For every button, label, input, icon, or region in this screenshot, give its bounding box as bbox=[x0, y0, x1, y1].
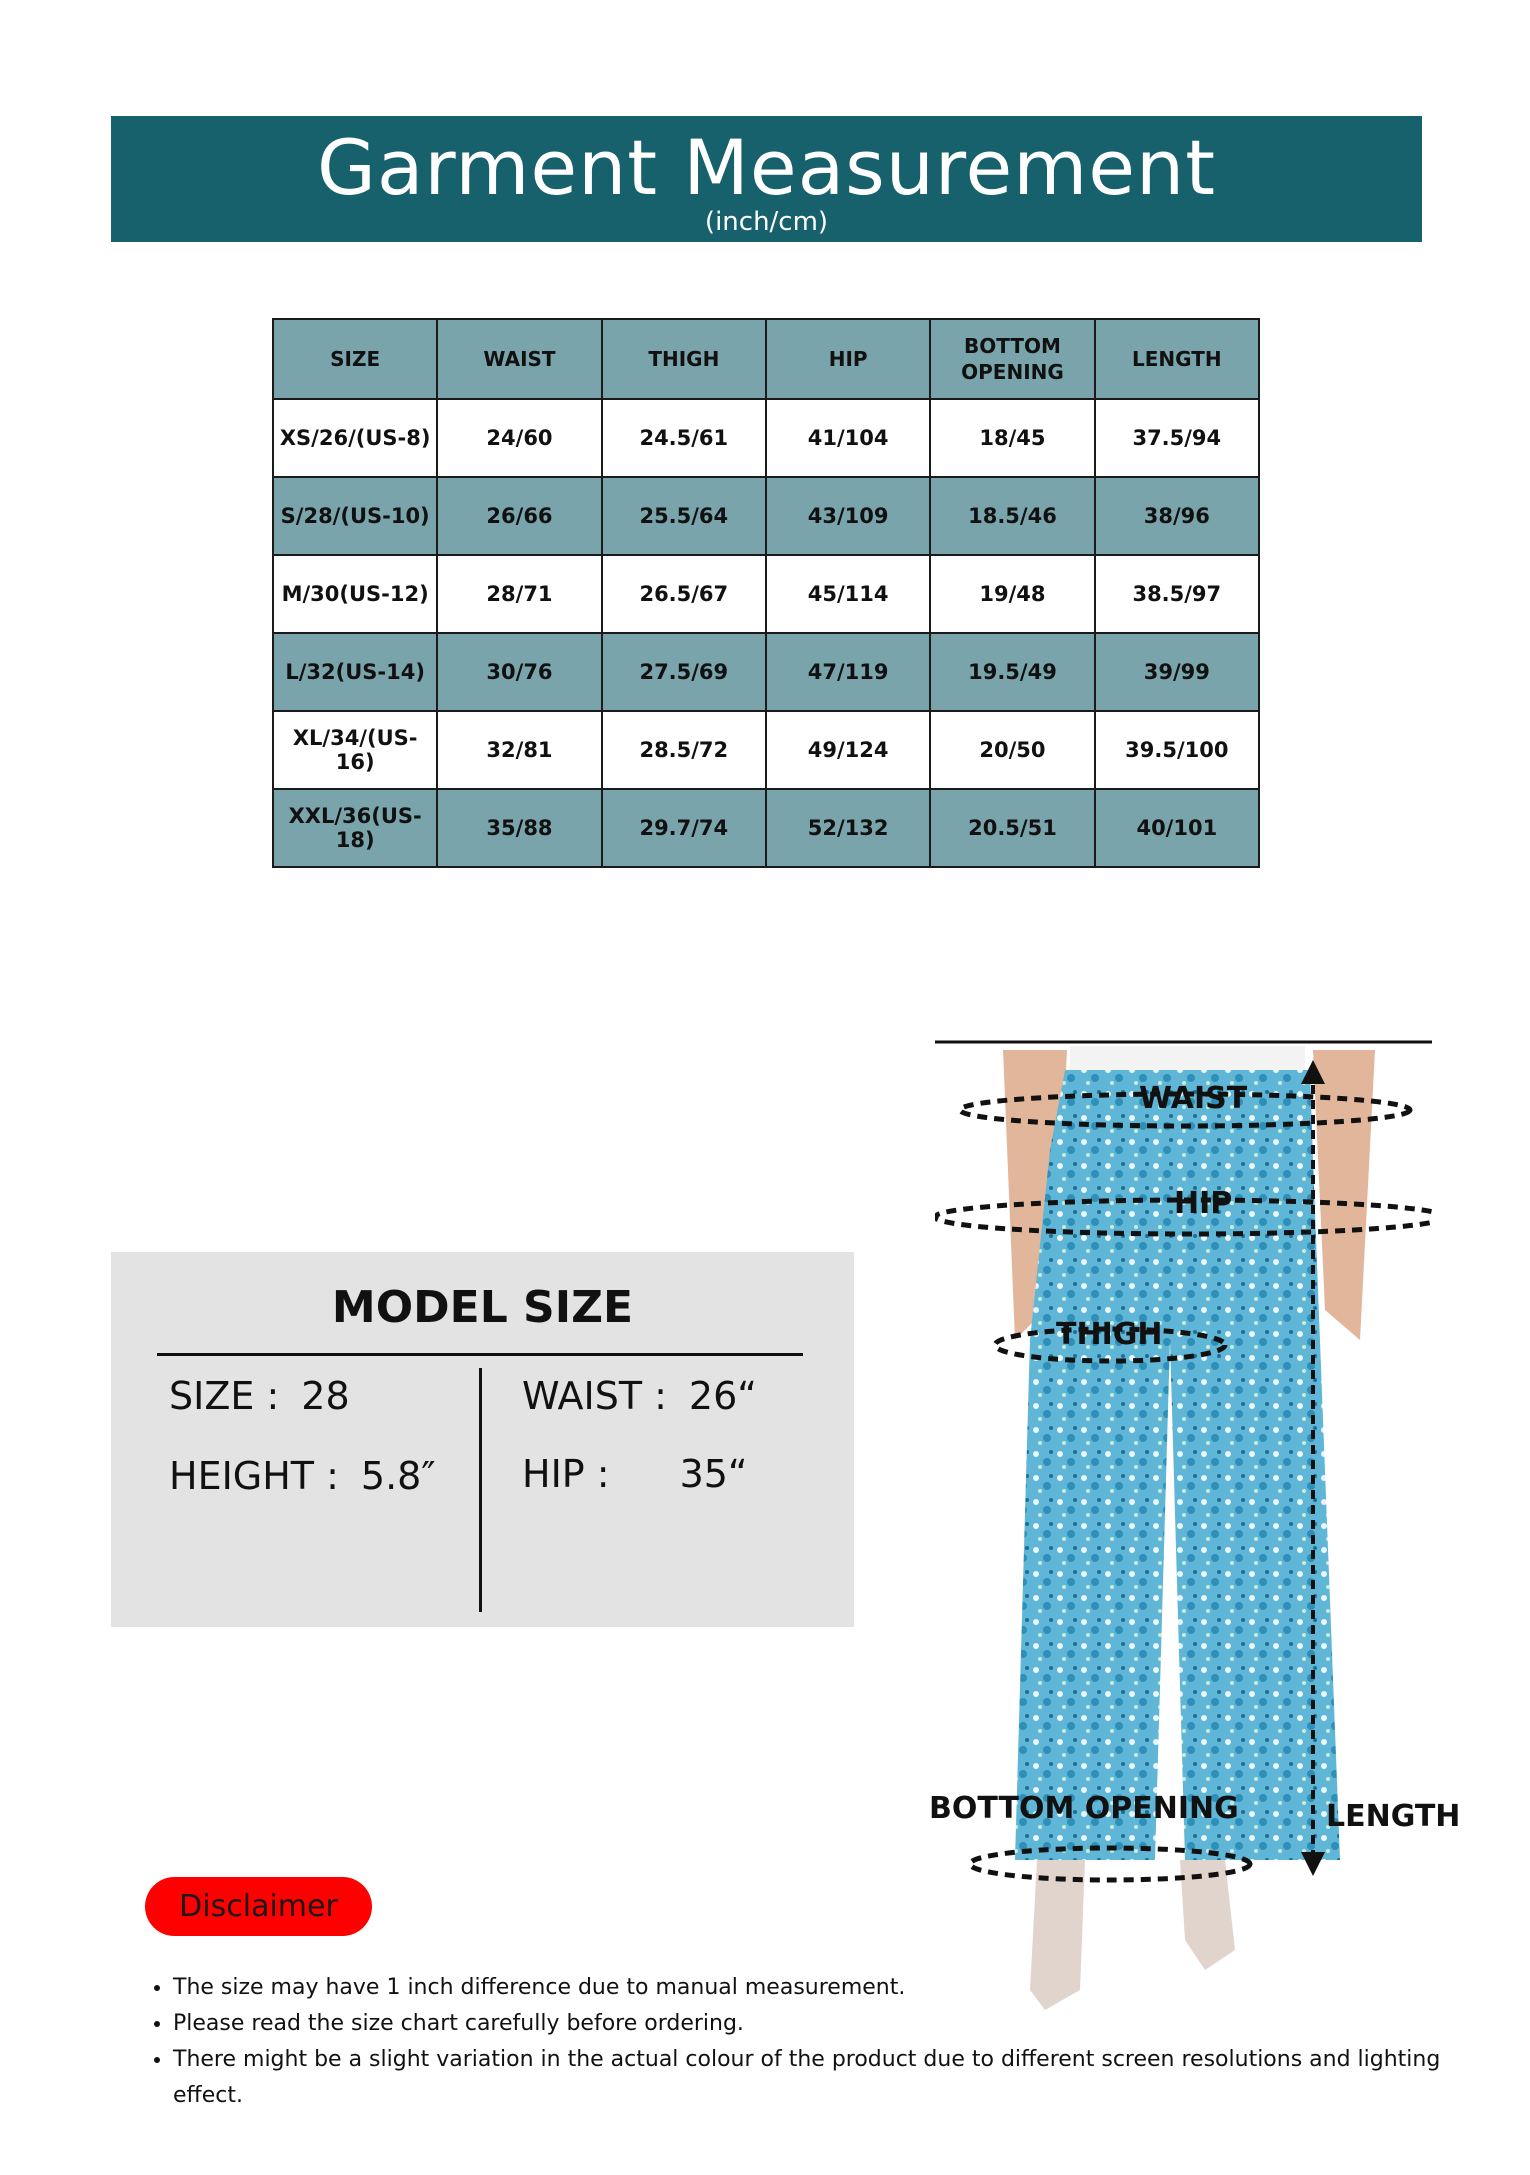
table-header-row bbox=[273, 319, 1259, 399]
table-cell: 28.5/72 bbox=[602, 711, 766, 789]
model-size-box bbox=[111, 1252, 854, 1627]
model-height-row bbox=[169, 1454, 436, 1498]
model-size-row bbox=[169, 1374, 350, 1418]
table-row bbox=[273, 711, 1259, 789]
table-cell: 19.5/49 bbox=[930, 633, 1094, 711]
hip-value: 35“ bbox=[679, 1452, 748, 1496]
table-cell: 45/114 bbox=[766, 555, 930, 633]
unit-subtitle: (inch/cm) bbox=[704, 207, 829, 237]
table-row bbox=[273, 555, 1259, 633]
model-waist-row bbox=[522, 1374, 757, 1418]
table-cell: S/28/(US-10) bbox=[273, 477, 437, 555]
table-cell: 37.5/94 bbox=[1095, 399, 1259, 477]
model-size-title: MODEL SIZE bbox=[331, 1282, 634, 1333]
table-row bbox=[273, 477, 1259, 555]
table-cell: 47/119 bbox=[766, 633, 930, 711]
divider-horizontal bbox=[157, 1353, 803, 1356]
header-thigh: THIGH bbox=[602, 319, 766, 399]
table-row bbox=[273, 399, 1259, 477]
right-arm-shape bbox=[1313, 1050, 1375, 1340]
table-cell: 38/96 bbox=[1095, 477, 1259, 555]
table-cell: 49/124 bbox=[766, 711, 930, 789]
table-cell: XL/34/(US-16) bbox=[273, 711, 437, 789]
model-hip-row bbox=[522, 1452, 748, 1496]
label-thigh: THIGH bbox=[1056, 1317, 1163, 1352]
table-row bbox=[273, 633, 1259, 711]
header-size: SIZE bbox=[273, 319, 437, 399]
table-cell: 52/132 bbox=[766, 789, 930, 867]
height-label: HEIGHT : bbox=[169, 1454, 339, 1498]
arrow-down-icon bbox=[1301, 1852, 1325, 1876]
table-cell: 30/76 bbox=[437, 633, 601, 711]
table-cell: 18/45 bbox=[930, 399, 1094, 477]
label-bottom-opening: BOTTOM OPENING bbox=[929, 1791, 1239, 1826]
table-cell: 38.5/97 bbox=[1095, 555, 1259, 633]
waist-value: 26“ bbox=[688, 1374, 757, 1418]
table-cell: 41/104 bbox=[766, 399, 930, 477]
label-hip: HIP bbox=[1174, 1186, 1233, 1221]
list-item: • The size may have 1 inch difference due to manual measurement. bbox=[173, 1970, 1473, 2006]
table-cell: 25.5/64 bbox=[602, 477, 766, 555]
table-row bbox=[273, 789, 1259, 867]
size-chart-table bbox=[272, 318, 1260, 868]
right-shoe bbox=[1180, 1860, 1235, 1970]
table-cell: 32/81 bbox=[437, 711, 601, 789]
header-length: LENGTH bbox=[1095, 319, 1259, 399]
table-cell: 35/88 bbox=[437, 789, 601, 867]
table-cell: 28/71 bbox=[437, 555, 601, 633]
size-value: 28 bbox=[301, 1374, 350, 1418]
table-cell: M/30(US-12) bbox=[273, 555, 437, 633]
size-label: SIZE : bbox=[169, 1374, 280, 1418]
table-cell: 40/101 bbox=[1095, 789, 1259, 867]
table-cell: 27.5/69 bbox=[602, 633, 766, 711]
table-cell: 24/60 bbox=[437, 399, 601, 477]
table-cell: 19/48 bbox=[930, 555, 1094, 633]
label-waist: WAIST bbox=[1139, 1081, 1248, 1116]
table-cell: 20.5/51 bbox=[930, 789, 1094, 867]
header-hip: HIP bbox=[766, 319, 930, 399]
table-cell: 29.7/74 bbox=[602, 789, 766, 867]
table-cell: XS/26/(US-8) bbox=[273, 399, 437, 477]
table-cell: 26.5/67 bbox=[602, 555, 766, 633]
list-item: • There might be a slight variation in the actual colour of the product due to different screen resolutions and lighting effect. bbox=[173, 2042, 1473, 2114]
disclaimer-list bbox=[145, 1970, 1473, 2114]
table-cell: 18.5/46 bbox=[930, 477, 1094, 555]
table-cell: 20/50 bbox=[930, 711, 1094, 789]
list-item: • Please read the size chart carefully before ordering. bbox=[173, 2006, 1473, 2042]
table-cell: 39.5/100 bbox=[1095, 711, 1259, 789]
height-value: 5.8″ bbox=[360, 1454, 436, 1498]
divider-vertical bbox=[479, 1368, 482, 1612]
table-cell: 43/109 bbox=[766, 477, 930, 555]
label-length: LENGTH bbox=[1326, 1799, 1461, 1834]
waist-label: WAIST : bbox=[522, 1374, 667, 1418]
disclaimer-badge: Disclaimer bbox=[145, 1877, 372, 1936]
table-cell: L/32(US-14) bbox=[273, 633, 437, 711]
table-cell: 26/66 bbox=[437, 477, 601, 555]
title-banner bbox=[111, 116, 1422, 242]
table-cell: 24.5/61 bbox=[602, 399, 766, 477]
header-waist: WAIST bbox=[437, 319, 601, 399]
page-title: Garment Measurement bbox=[316, 123, 1217, 212]
table-cell: XXL/36(US-18) bbox=[273, 789, 437, 867]
hip-label: HIP : bbox=[522, 1452, 610, 1496]
table-cell: 39/99 bbox=[1095, 633, 1259, 711]
header-bottom-opening: BOTTOM OPENING bbox=[930, 319, 1094, 399]
